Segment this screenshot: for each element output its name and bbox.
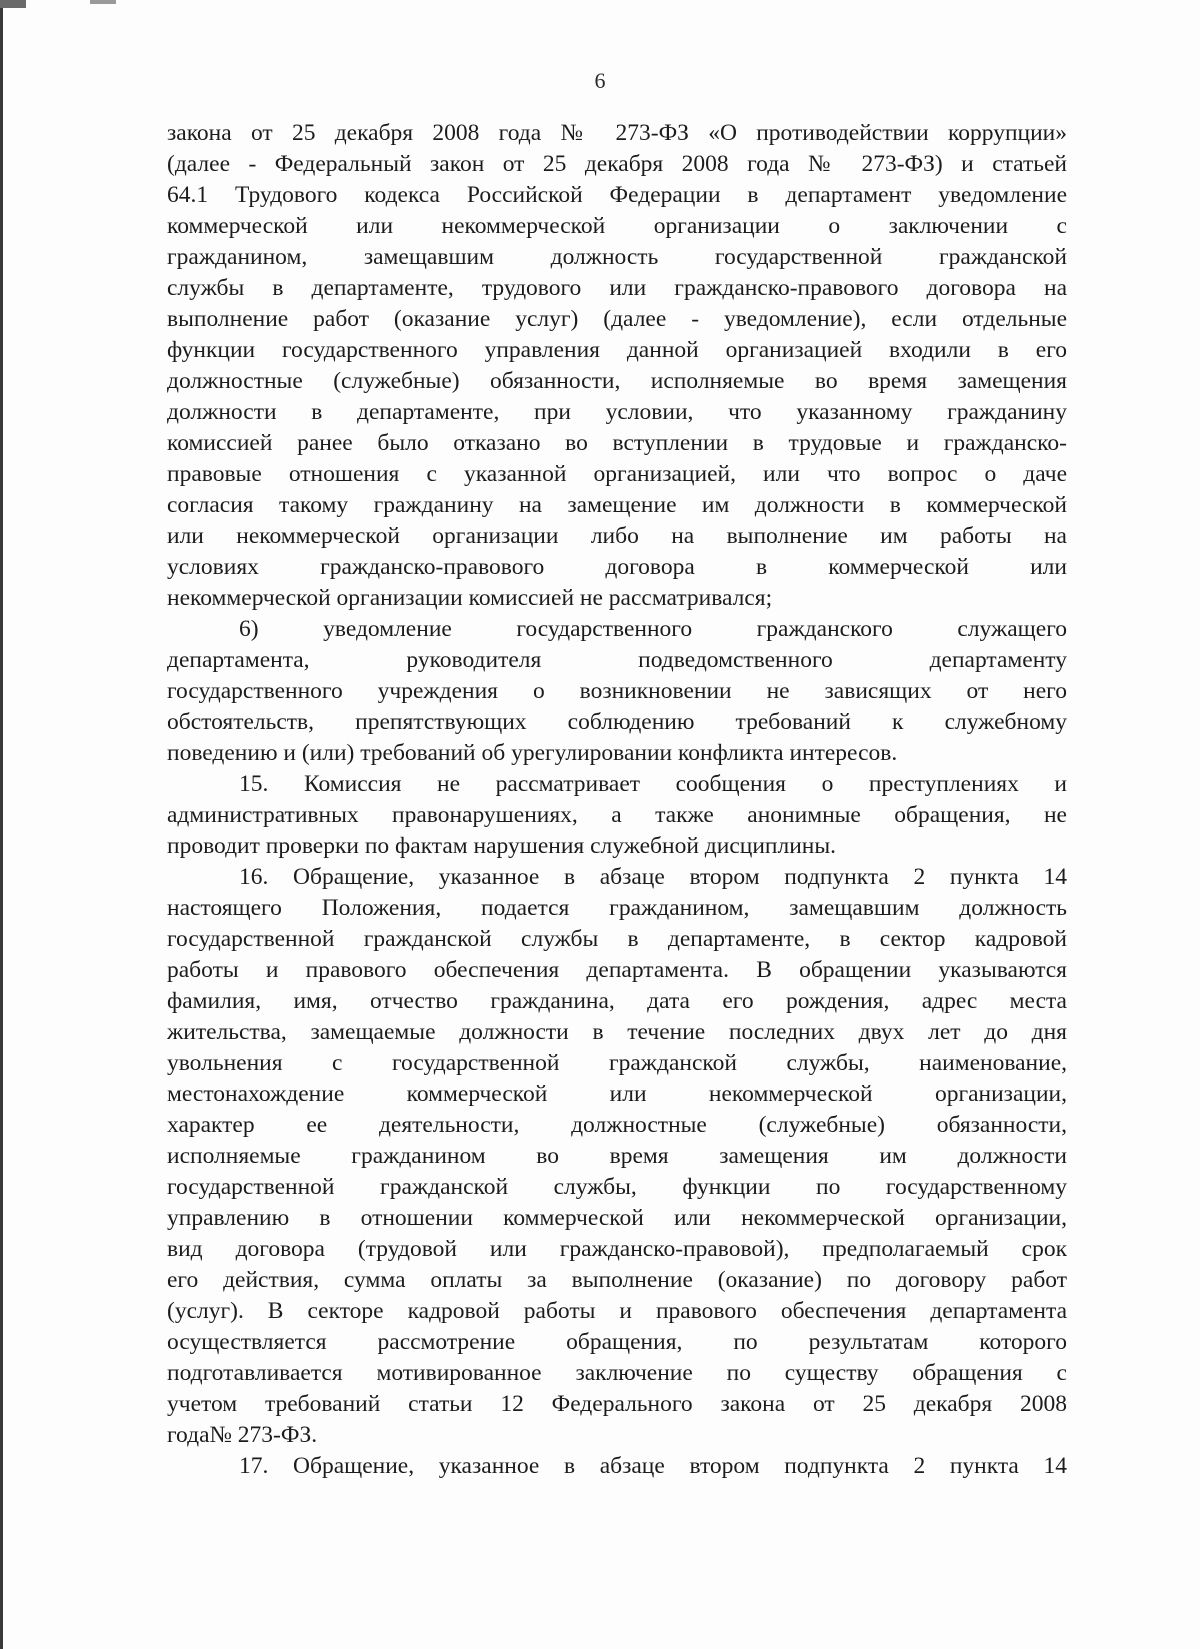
- text-line: правовые отношения с указанной организацией, или что вопрос о даче: [167, 461, 1067, 487]
- text-line: (далее - Федеральный закон от 25 декабря 2008 года № 273-ФЗ) и статьей: [167, 151, 1067, 177]
- text-line: административных правонарушениях, а также анонимные обращения, не: [167, 802, 1067, 828]
- text-line: департамента, руководителя подведомственного департаменту: [167, 647, 1067, 673]
- text-line: 17. Обращение, указанное в абзаце втором подпункта 2 пункта 14: [239, 1453, 1067, 1479]
- text-line: управлению в отношении коммерческой или некоммерческой организации,: [167, 1205, 1067, 1231]
- text-line: 16. Обращение, указанное в абзаце втором подпункта 2 пункта 14: [239, 864, 1067, 890]
- scan-corner-mark: [0, 0, 26, 8]
- paragraph-clause-17: [167, 1451, 1067, 1482]
- text-line: 64.1 Трудового кодекса Российской Федерации в департамент уведомление: [167, 182, 1067, 208]
- text-line: государственной гражданской службы, функции по государственному: [167, 1174, 1067, 1200]
- text-line: 15. Комиссия не рассматривает сообщения о преступлениях и: [239, 771, 1067, 797]
- text-line: государственной гражданской службы в департаменте, в сектор кадровой: [167, 926, 1067, 952]
- text-line: года№ 273-ФЗ.: [167, 1422, 318, 1448]
- scan-staple-mark: [90, 0, 116, 4]
- text-line: поведению и (или) требований об урегулировании конфликта интересов.: [167, 740, 898, 766]
- text-line: (услуг). В секторе кадровой работы и правового обеспечения департамента: [167, 1298, 1067, 1324]
- text-line: местонахождение коммерческой или некоммерческой организации,: [167, 1081, 1067, 1107]
- paragraph-continuation: [167, 118, 1067, 614]
- text-line: условиях гражданско-правового договора в коммерческой или: [167, 554, 1067, 580]
- text-line: должности в департаменте, при условии, что указанному гражданину: [167, 399, 1067, 425]
- text-line: фамилия, имя, отчество гражданина, дата его рождения, адрес места: [167, 988, 1067, 1014]
- text-line: некоммерческой организации комиссией не рассматривался;: [167, 585, 773, 611]
- paragraph-clause-16: [167, 862, 1067, 1451]
- text-line: или некоммерческой организации либо на выполнение им работы на: [167, 523, 1067, 549]
- text-line: 6) уведомление государственного гражданского служащего: [239, 616, 1067, 642]
- text-line: увольнения с государственной гражданской службы, наименование,: [167, 1050, 1067, 1076]
- text-line: выполнение работ (оказание услуг) (далее - уведомление), если отдельные: [167, 306, 1067, 332]
- text-line: комиссией ранее было отказано во вступлении в трудовые и гражданско-: [167, 430, 1067, 456]
- paragraph-item-6: [167, 614, 1067, 769]
- text-line: государственного учреждения о возникновении не зависящих от него: [167, 678, 1067, 704]
- text-line: учетом требований статьи 12 Федерального закона от 25 декабря 2008: [167, 1391, 1067, 1417]
- text-line: вид договора (трудовой или гражданско-правовой), предполагаемый срок: [167, 1236, 1067, 1262]
- text-line: проводит проверки по фактам нарушения служебной дисциплины.: [167, 833, 837, 859]
- text-line: исполняемые гражданином во время замещения им должности: [167, 1143, 1067, 1169]
- text-line: функции государственного управления данной организацией входили в его: [167, 337, 1067, 363]
- text-line: осуществляется рассмотрение обращения, по результатам которого: [167, 1329, 1067, 1355]
- page-number: 6: [594, 68, 606, 93]
- text-line: жительства, замещаемые должности в течение последних двух лет до дня: [167, 1019, 1067, 1045]
- text-line: согласия такому гражданину на замещение им должности в коммерческой: [167, 492, 1067, 518]
- text-line: подготавливается мотивированное заключение по существу обращения с: [167, 1360, 1067, 1386]
- text-line: закона от 25 декабря 2008 года № 273-ФЗ «О противодействии коррупции»: [167, 120, 1067, 146]
- document-body: [167, 118, 1067, 1482]
- text-line: характер ее деятельности, должностные (служебные) обязанности,: [167, 1112, 1067, 1138]
- paragraph-clause-15: [167, 769, 1067, 862]
- text-line: службы в департаменте, трудового или гражданско-правового договора на: [167, 275, 1067, 301]
- text-line: обстоятельств, препятствующих соблюдению требований к служебному: [167, 709, 1067, 735]
- text-line: гражданином, замещавшим должность государственной гражданской: [167, 244, 1067, 270]
- text-line: настоящего Положения, подается гражданином, замещавшим должность: [167, 895, 1067, 921]
- text-line: коммерческой или некоммерческой организации о заключении с: [167, 213, 1067, 239]
- text-line: работы и правового обеспечения департамента. В обращении указываются: [167, 957, 1067, 983]
- text-line: должностные (служебные) обязанности, исполняемые во время замещения: [167, 368, 1067, 394]
- scan-edge-shadow: [0, 0, 3, 1649]
- text-line: его действия, сумма оплаты за выполнение (оказание) по договору работ: [167, 1267, 1067, 1293]
